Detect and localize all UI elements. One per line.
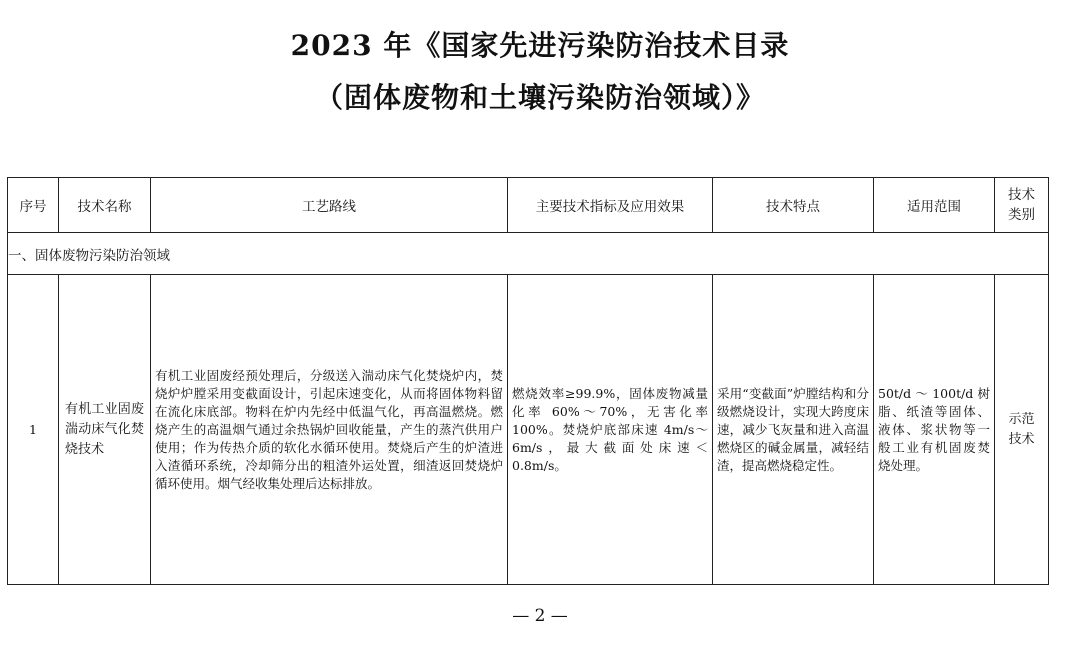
section-title: 一、固体废物污染防治领域: [8, 233, 1049, 275]
row-index-text: 1: [29, 421, 37, 437]
row-process: [151, 275, 508, 585]
row-indicators-text: 燃烧效率≥99.9%，固体废物减量化率 60%～70%，无害化率100%。焚烧炉底部床速 4m/s～6m/s，最大截面处床速＜0.8m/s。: [512, 385, 708, 473]
page-number: — 2 —: [512, 606, 568, 626]
row-scope: [874, 275, 995, 585]
header-scope: 适用范围: [874, 178, 995, 233]
header-category: 技术类别: [995, 178, 1049, 233]
row-tech-name: [59, 275, 151, 585]
row-category: [995, 275, 1049, 585]
header-index: 序号: [8, 178, 59, 233]
row-indicators: [508, 275, 713, 585]
document-title-line1: 2023 年《国家先进污染防治技术目录: [290, 29, 790, 62]
row-index: [8, 275, 59, 585]
row-tech-name-text: 有机工业固废湍动床气化焚烧技术: [65, 401, 144, 457]
header-features: 技术特点: [713, 178, 874, 233]
table-header-row: [8, 178, 1049, 233]
document-title-line2: （固体废物和土壤污染防治领域）》: [314, 81, 765, 114]
row-features: [713, 275, 874, 585]
technology-table: [7, 177, 1049, 585]
section-row: [8, 233, 1049, 275]
header-tech-name: 技术名称: [59, 178, 151, 233]
row-scope-text: 50t/d ～ 100t/d 树脂、纸渣等固体、液体、浆状物等一般工业有机固废焚烧处理。: [878, 385, 990, 473]
header-process: 工艺路线: [151, 178, 508, 233]
table-row: [8, 275, 1049, 585]
header-indicators: 主要技术指标及应用效果: [508, 178, 713, 233]
row-process-text: 有机工业固废经预处理后，分级送入湍动床气化焚烧炉内，焚烧炉炉膛采用变截面设计，引起床速变化，从而将固体物料留在流化床底部。物料在炉内先经中低温气化，再高温燃烧。燃烧产生的高温烟气通过余热锅炉回收能量，产生的蒸汽供用户使用；作为传热介质的软化水循环使用。焚烧后产生的炉渣进入渣循环系统，冷却筛分出的粗渣外运处置，细渣返回焚烧炉循环使用。烟气经收集处理后达标排放。: [155, 367, 503, 491]
row-features-text: 采用“变截面”炉膛结构和分级燃烧设计，实现大跨度床速，减少飞灰量和进入高温燃烧区的碱金属量，减轻结渣，提高燃烧稳定性。: [717, 385, 869, 473]
row-category-text: 示范技术: [1008, 411, 1035, 447]
